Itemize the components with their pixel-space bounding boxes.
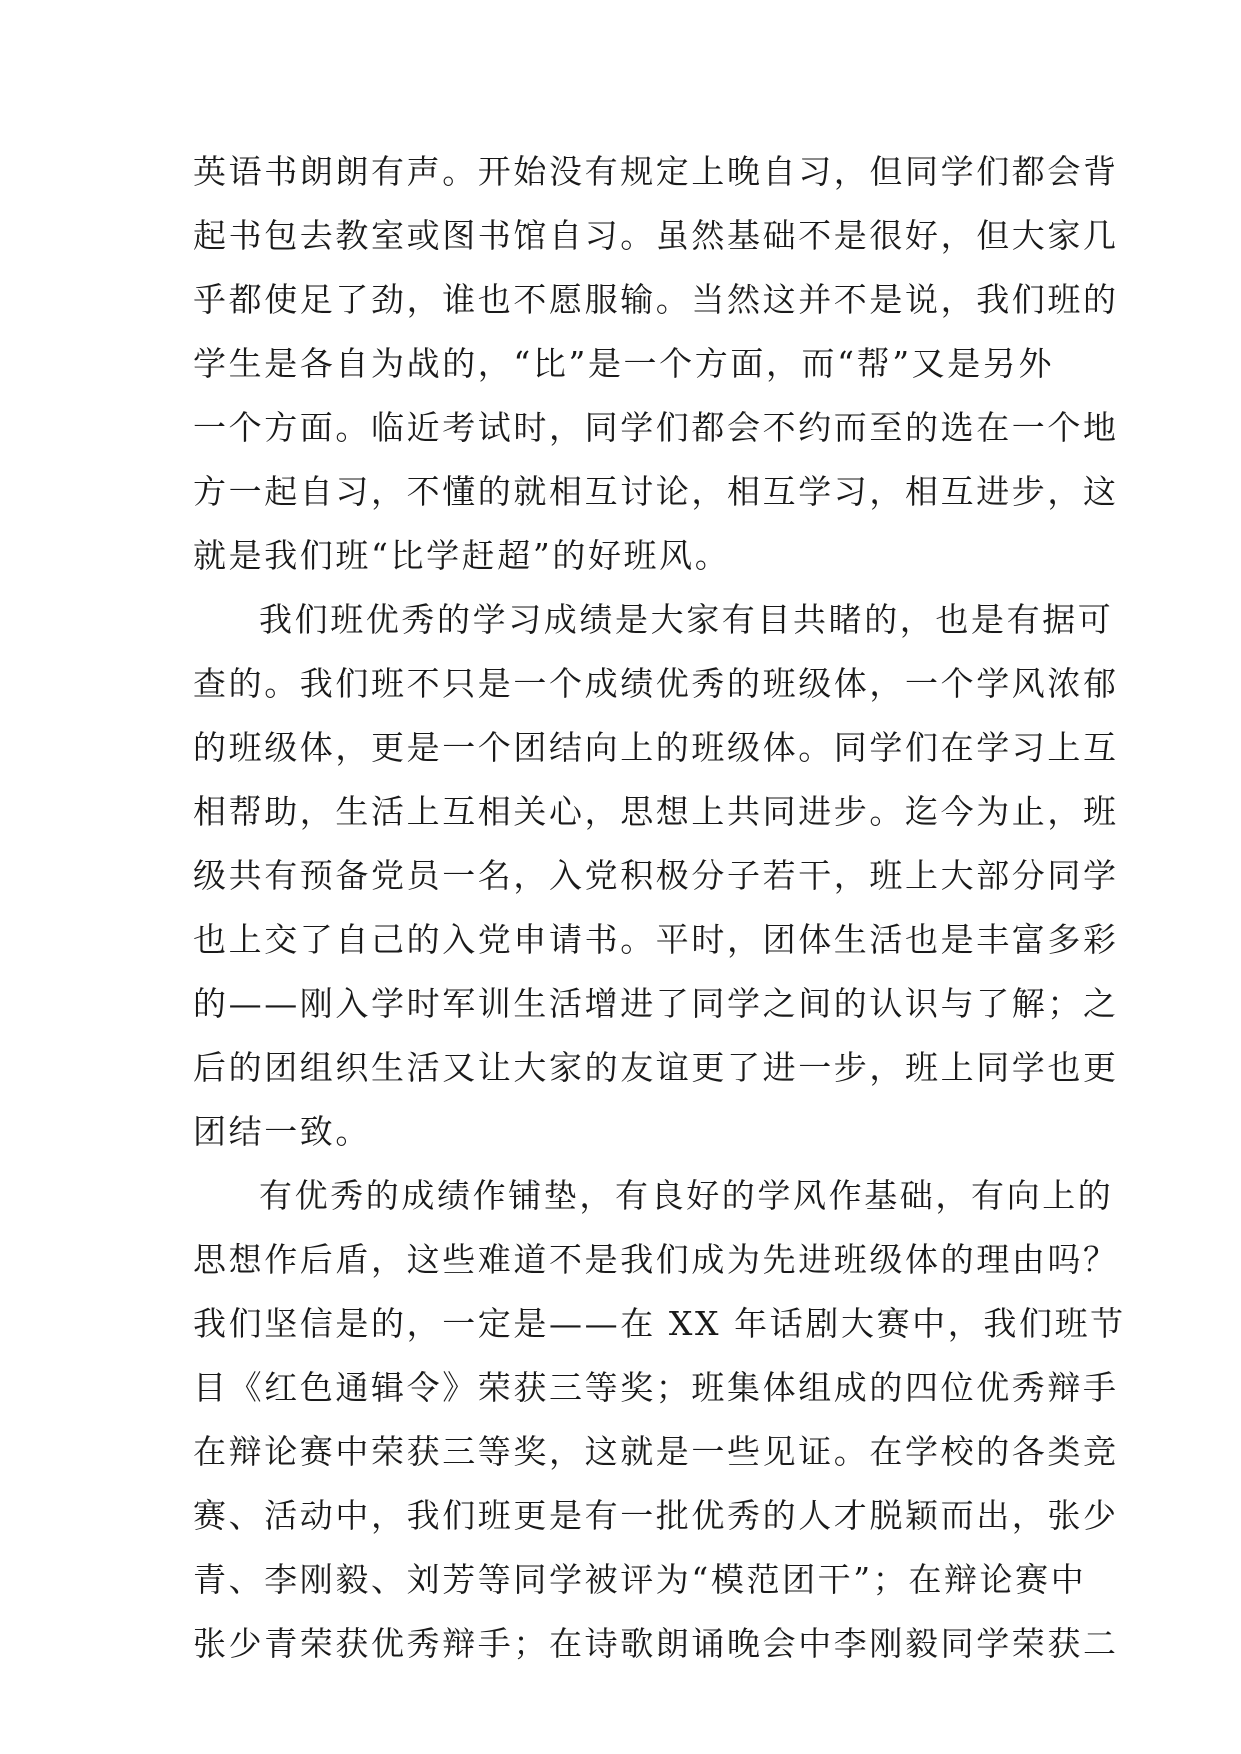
paragraph-2-line-4: 相帮助，生活上互相关心，思想上共同进步。迄今为止，班 bbox=[193, 792, 1119, 831]
paragraph-3-line-5: 在辩论赛中荣获三等奖，这就是一些见证。在学校的各类竞 bbox=[193, 1432, 1119, 1471]
paragraph-1-line-5: 一个方面。临近考试时，同学们都会不约而至的选在一个地 bbox=[193, 408, 1119, 447]
paragraph-1-line-2: 起书包去教室或图书馆自习。虽然基础不是很好，但大家几 bbox=[193, 216, 1119, 255]
paragraph-1-line-6: 方一起自习，不懂的就相互讨论，相互学习，相互进步，这 bbox=[193, 472, 1119, 511]
paragraph-2-line-3: 的班级体，更是一个团结向上的班级体。同学们在学习上互 bbox=[193, 728, 1119, 767]
paragraph-1-line-1: 英语书朗朗有声。开始没有规定上晚自习，但同学们都会背 bbox=[193, 152, 1119, 191]
paragraph-1-line-3: 乎都使足了劲，谁也不愿服输。当然这并不是说，我们班的 bbox=[193, 280, 1119, 319]
paragraph-1-line-7: 就是我们班“比学赶超”的好班风。 bbox=[193, 536, 731, 575]
paragraph-2-line-7: 的——刚入学时军训生活增进了同学之间的认识与了解；之 bbox=[193, 984, 1119, 1023]
paragraph-2-line-5: 级共有预备党员一名，入党积极分子若干，班上大部分同学 bbox=[193, 856, 1119, 895]
paragraph-2-line-9: 团结一致。 bbox=[193, 1112, 371, 1151]
paragraph-3-line-8: 张少青荣获优秀辩手；在诗歌朗诵晚会中李刚毅同学荣获二 bbox=[193, 1624, 1119, 1663]
paragraph-2-line-6: 也上交了自己的入党申请书。平时，团体生活也是丰富多彩 bbox=[193, 920, 1119, 959]
paragraph-2-line-2: 查的。我们班不只是一个成绩优秀的班级体，一个学风浓郁 bbox=[193, 664, 1119, 703]
paragraph-2-line-8: 后的团组织生活又让大家的友谊更了进一步，班上同学也更 bbox=[193, 1048, 1119, 1087]
paragraph-3-line-1: 有优秀的成绩作铺垫，有良好的学风作基础，有向上的 bbox=[259, 1176, 1114, 1215]
paragraph-3-line-6: 赛、活动中，我们班更是有一批优秀的人才脱颖而出，张少 bbox=[193, 1496, 1119, 1535]
paragraph-2-line-1: 我们班优秀的学习成绩是大家有目共睹的，也是有据可 bbox=[259, 600, 1114, 639]
document-body bbox=[193, 140, 1126, 1676]
paragraph-1-line-4: 学生是各自为战的，“比”是一个方面，而“帮”又是另外 bbox=[193, 344, 1055, 383]
paragraph-3-line-2: 思想作后盾，这些难道不是我们成为先进班级体的理由吗？ bbox=[193, 1240, 1119, 1279]
paragraph-3-line-7: 青、李刚毅、刘芳等同学被评为“模范团干”；在辩论赛中 bbox=[193, 1560, 1087, 1599]
paragraph-3-line-4: 目《红色通辑令》荣获三等奖；班集体组成的四位优秀辩手 bbox=[193, 1368, 1119, 1407]
paragraph-3-line-3: 我们坚信是的，一定是——在 XX 年话剧大赛中，我们班节 bbox=[193, 1304, 1126, 1343]
